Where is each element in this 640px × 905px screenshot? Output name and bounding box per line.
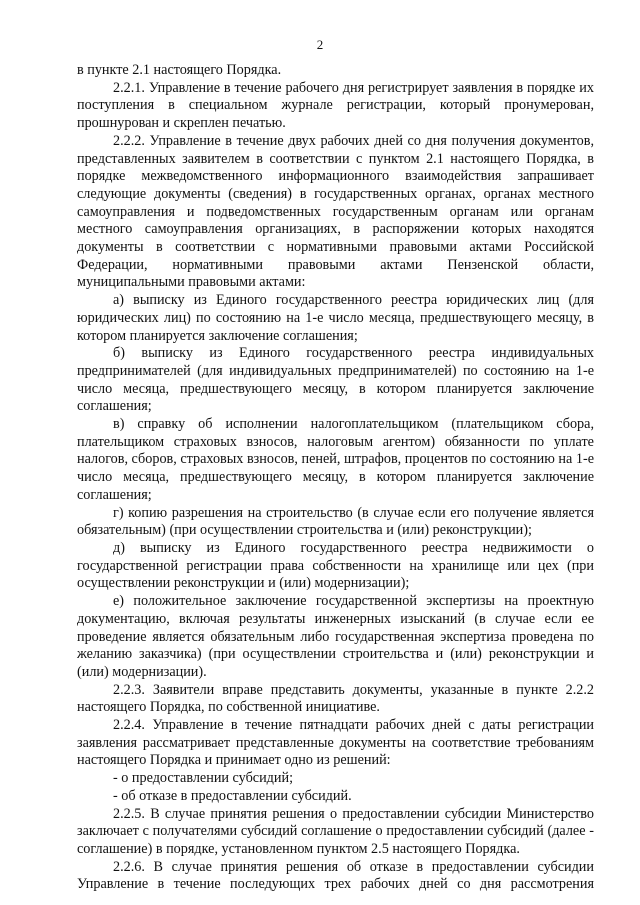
paragraph: е) положительное заключение государственной экспертизы на проектную документацию, включая результаты инженерных изысканий (в случае если ее проведение является обязательным либо государственная экспертиза проведена по желанию заказчика) (при осуществлении строительства и (или) реконструкции и (или) модернизации). <box>77 593 594 680</box>
paragraph: 2.2.6. В случае принятия решения об отказе в предоставлении субсидии Управление в течение последующих трех рабочих дней со дня рассмотрения <box>77 858 594 893</box>
paragraph: б) выписку из Единого государственного реестра индивидуальных предпринимателей (для индивидуальных предпринимателей) по состоянию на 1-е число месяца, предшествующего месяцу, в котором планируется заключение соглашения; <box>77 345 594 415</box>
paragraph: 2.2.4. Управление в течение пятнадцати рабочих дней с даты регистрации заявления рассматривает представленные документы на соответствие требованиям настоящего Порядка и принимает одно из решений: <box>77 717 594 769</box>
paragraph: - об отказе в предоставлении субсидий. <box>113 787 352 804</box>
paragraph: в) справку об исполнении налогоплательщиком (плательщиком сбора, плательщиком страховых взносов, налоговым агентом) обязанности по уплате налогов, сборов, страховых взносов, пеней, штрафов, процентов по состоянию на 1-е число месяца, предшествующего месяцу, в котором планируется заключение соглашения; <box>77 416 594 503</box>
paragraph: 2.2.2. Управление в течение двух рабочих дней со дня получения документов, представленных заявителем в соответствии с пунктом 2.1 настоящего Порядка, в порядке межведомственного информационного взаимодействия запрашивает следующие документы (сведения) в государственных органах, органах местного самоуправления и подведомственных государственным органам или органам местного самоуправления организациях, в распоряжении которых находятся документы в соответствии с нормативными правовыми актами Российской Федерации, нормативными правовыми актами Пензенской области, муниципальными правовыми актами: <box>77 132 594 291</box>
paragraph: д) выписку из Единого государственного реестра недвижимости о государственной регистрации права собственности на хранилище или цех (при осуществлении реконструкции и (или) модернизации); <box>77 539 594 592</box>
document-body <box>77 62 594 894</box>
paragraph: г) копию разрешения на строительство (в случае если его получение является обязательным) (при осуществлении строительства и (или) реконструкции); <box>77 504 594 539</box>
paragraph: а) выписку из Единого государственного реестра юридических лиц (для юридических лиц) по состоянию на 1-е число месяца, предшествующего месяцу, в котором планируется заключение соглашения; <box>77 292 594 344</box>
paragraph: - о предоставлении субсидий; <box>113 770 294 787</box>
paragraph: 2.2.3. Заявители вправе представить документы, указанные в пункте 2.2.2 настоящего Порядка, по собственной инициативе. <box>77 681 594 716</box>
paragraph: 2.2.5. В случае принятия решения о предоставлении субсидии Министерство заключает с получателями субсидий соглашение о предоставлении субсидий (далее - соглашение) в порядке, установленном пунктом 2.5 настоящего Порядка. <box>77 805 594 857</box>
paragraph: в пункте 2.1 настоящего Порядка. <box>77 62 282 78</box>
paragraph: 2.2.1. Управление в течение рабочего дня регистрирует заявления в порядке их поступления в специальном журнале регистрации, который пронумерован, прошнурован и скреплен печатью. <box>77 79 594 132</box>
page-number: 2 <box>316 37 324 52</box>
